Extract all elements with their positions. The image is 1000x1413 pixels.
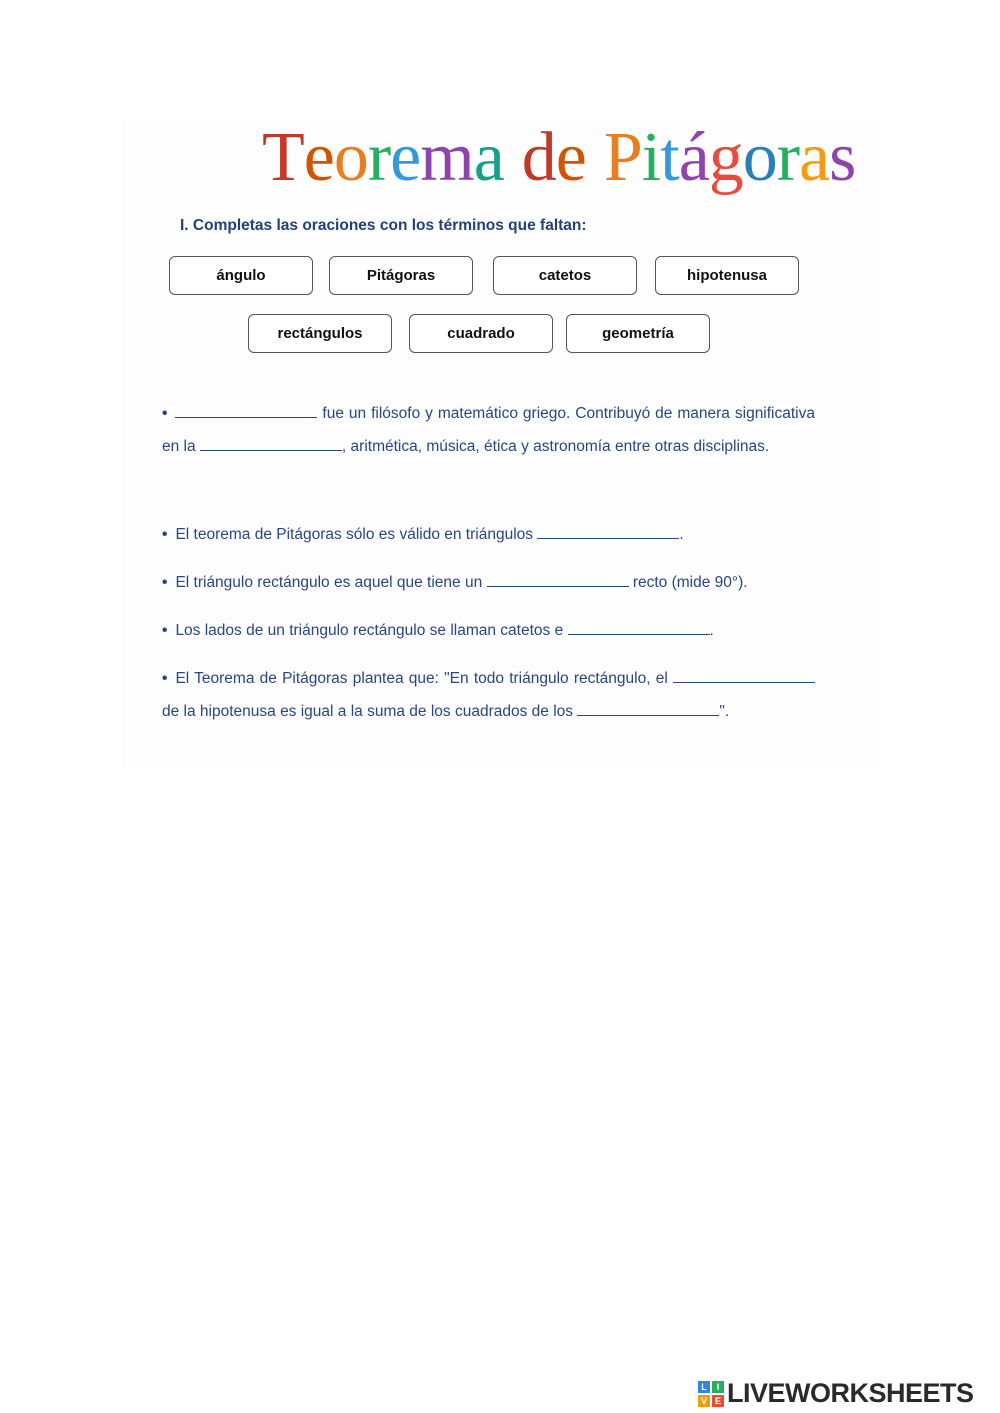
logo-letter: V xyxy=(698,1395,710,1407)
blank-1[interactable] xyxy=(175,403,317,418)
title-letter: r xyxy=(776,119,800,196)
logo-letter: E xyxy=(712,1395,724,1407)
title-letter: e xyxy=(390,119,421,196)
sentence-3-text-b: recto (mide 90°). xyxy=(628,574,748,591)
logo-letter: L xyxy=(698,1381,710,1393)
title-letter xyxy=(586,118,604,198)
instruction-text: I. Completas las oraciones con los términos que faltan: xyxy=(180,217,587,234)
title-letter: o xyxy=(742,119,777,196)
blank-6[interactable] xyxy=(673,668,815,683)
sentence-2-text-b: . xyxy=(679,526,684,543)
sentence-4-text-b: . xyxy=(709,622,714,639)
word-geometria[interactable]: geometría xyxy=(566,314,710,353)
sentence-2-text-a: El teorema de Pitágoras sólo es válido en triángulos xyxy=(175,526,538,543)
sentence-1-text-b: , aritmética, música, ética y astronomía entre otras disciplinas. xyxy=(341,438,770,455)
bullet: • xyxy=(162,574,168,591)
bullet: • xyxy=(162,526,168,543)
sentence-1 xyxy=(162,397,815,463)
worksheet-title xyxy=(262,118,856,218)
title-letter: s xyxy=(829,119,856,196)
sentence-5-text-a: El Teorema de Pitágoras plantea que: "En todo triángulo rectángulo, el xyxy=(175,670,673,687)
logo-icon xyxy=(698,1381,724,1407)
sentence-2 xyxy=(162,518,815,551)
blank-4[interactable] xyxy=(487,572,629,587)
sentence-3 xyxy=(162,566,815,599)
word-pitagoras[interactable]: Pitágoras xyxy=(329,256,473,295)
sentence-5 xyxy=(162,662,815,728)
title-letter: d xyxy=(521,119,556,196)
brand-name: LIVEWORKSHEETS xyxy=(727,1378,974,1408)
sentence-4 xyxy=(162,614,815,647)
title-letter: a xyxy=(473,119,504,196)
title-letter: e xyxy=(303,119,334,196)
word-catetos[interactable]: catetos xyxy=(493,256,637,295)
sentence-5-text-b: de la hipotenusa es igual a la suma de los cuadrados de los xyxy=(162,703,578,720)
title-letter: r xyxy=(367,119,391,196)
title-letter: m xyxy=(420,119,474,196)
sentence-5-text-c: ". xyxy=(719,703,730,720)
word-rectangulos[interactable]: rectángulos xyxy=(248,314,392,353)
title-letter: P xyxy=(603,119,642,196)
logo-letter: I xyxy=(712,1381,724,1393)
title-letter: a xyxy=(799,119,830,196)
word-hipotenusa[interactable]: hipotenusa xyxy=(655,256,799,295)
title-letter: e xyxy=(555,119,586,196)
title-letter xyxy=(504,118,522,198)
word-angulo[interactable]: ángulo xyxy=(169,256,313,295)
blank-7[interactable] xyxy=(577,701,719,716)
title-letter: g xyxy=(708,119,743,196)
sentence-3-text-a: El triángulo rectángulo es aquel que tiene un xyxy=(175,574,487,591)
bullet: • xyxy=(162,405,168,422)
bullet: • xyxy=(162,670,168,687)
blank-3[interactable] xyxy=(537,524,679,539)
blank-5[interactable] xyxy=(568,620,710,635)
title-letter: o xyxy=(333,119,368,196)
title-letter: t xyxy=(660,119,679,196)
title-letter: á xyxy=(678,119,709,196)
sentence-4-text-a: Los lados de un triángulo rectángulo se llaman catetos e xyxy=(175,622,568,639)
blank-2[interactable] xyxy=(200,436,342,451)
word-cuadrado[interactable]: cuadrado xyxy=(409,314,553,353)
title-letter: T xyxy=(262,119,304,196)
title-letter: i xyxy=(641,119,661,196)
liveworksheets-logo xyxy=(698,1378,974,1409)
bullet: • xyxy=(162,622,168,639)
sentence-1-text-a: fue un filósofo y matemático griego. Contribuyó de manera significativa en la xyxy=(162,405,815,455)
